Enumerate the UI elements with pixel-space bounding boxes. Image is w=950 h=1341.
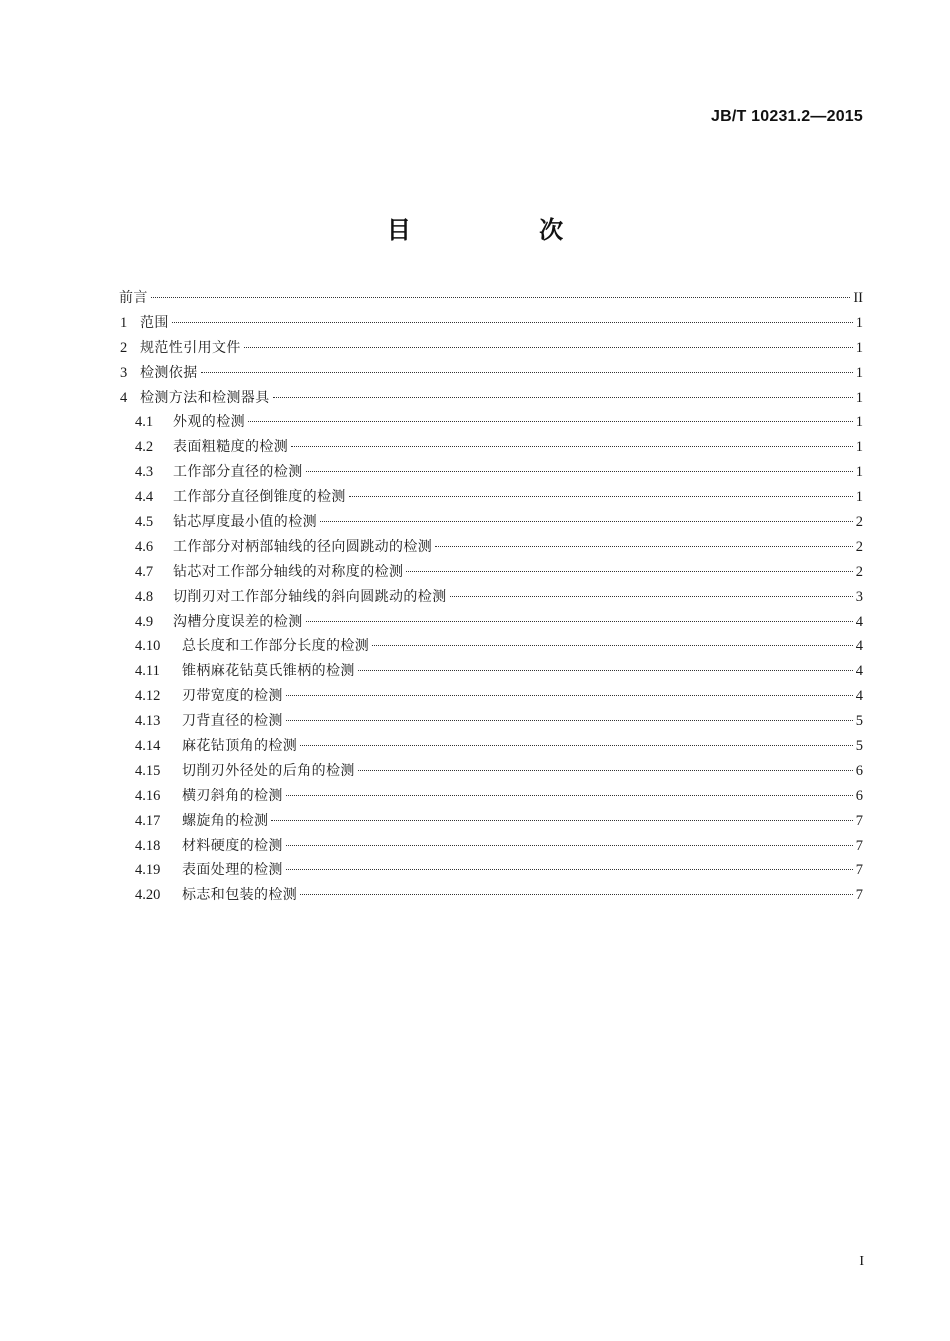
- toc-entry-label: 检测方法和检测器具: [140, 389, 270, 406]
- toc-entry-page: 7: [855, 862, 863, 879]
- toc-entry-label: 工作部分直径的检测: [173, 464, 303, 481]
- toc-entry-label: 钻芯对工作部分轴线的对称度的检测: [173, 563, 404, 580]
- dot-leader: [273, 397, 853, 398]
- document-code: JB/T 10231.2—2015: [711, 108, 863, 125]
- toc-entry-page: 4: [855, 688, 863, 705]
- toc-entry-label: 钻芯厚度最小值的检测: [173, 514, 317, 531]
- toc-entry-page: 2: [855, 514, 863, 531]
- toc-subentry[interactable]: [119, 410, 863, 435]
- toc-entry-label: 外观的检测: [173, 414, 245, 431]
- toc-subentry[interactable]: [119, 883, 863, 908]
- toc-entry-number: 2: [120, 339, 128, 356]
- dot-leader: [286, 695, 853, 696]
- toc-subentry[interactable]: [119, 858, 863, 883]
- toc-entry-page: 7: [855, 887, 863, 904]
- toc-entry-number: 4.8: [135, 588, 154, 605]
- toc-entry-number: 4.14: [135, 738, 161, 755]
- dot-leader: [291, 446, 853, 447]
- toc-subentry[interactable]: [119, 510, 863, 535]
- toc-entry-label: 横刃斜角的检测: [182, 787, 283, 804]
- toc-entry-number: 4.5: [135, 514, 154, 531]
- toc-entry-number: 4.7: [135, 563, 154, 580]
- toc-entry-number: 4.1: [135, 414, 154, 431]
- toc-entry-number: 4.19: [135, 862, 161, 879]
- toc-subentry[interactable]: [119, 734, 863, 759]
- toc-subentry[interactable]: [119, 809, 863, 834]
- toc-entry-number: 4.16: [135, 787, 161, 804]
- dot-leader: [151, 297, 851, 298]
- toc-subentry[interactable]: [119, 535, 863, 560]
- toc-entry-label: 工作部分直径倒锥度的检测: [173, 489, 346, 506]
- toc-entry-page: II: [853, 290, 863, 306]
- toc-entry-page: 6: [855, 762, 863, 779]
- toc-entry-label: 规范性引用文件: [140, 339, 241, 356]
- toc-entry-page: 7: [855, 837, 863, 854]
- dot-leader: [306, 621, 853, 622]
- toc-entry-number: 4.10: [135, 638, 161, 655]
- toc-entry-number: 1: [120, 314, 128, 331]
- toc-subentry[interactable]: [119, 684, 863, 709]
- toc-entry-label: 前言: [119, 290, 148, 306]
- toc-subentry[interactable]: [119, 709, 863, 734]
- toc-entry-label: 锥柄麻花钻莫氏锥柄的检测: [182, 663, 355, 680]
- dot-leader: [358, 770, 853, 771]
- toc-entry-page: 1: [855, 339, 863, 356]
- toc-entry-page: 1: [855, 464, 863, 481]
- dot-leader: [320, 521, 853, 522]
- dot-leader: [271, 820, 852, 821]
- toc-entry-page: 2: [855, 563, 863, 580]
- toc-subentry[interactable]: [119, 435, 863, 460]
- toc-entry-page: 1: [855, 439, 863, 456]
- page-title: 目 次: [386, 216, 624, 244]
- toc-subentry[interactable]: [119, 585, 863, 610]
- toc-entry[interactable]: [119, 311, 863, 336]
- dot-leader: [248, 421, 853, 422]
- toc-subentry[interactable]: [119, 759, 863, 784]
- toc-entry-label: 切削刃外径处的后角的检测: [182, 762, 355, 779]
- toc-entry-page: 1: [855, 414, 863, 431]
- toc-entry-preface[interactable]: [119, 286, 863, 311]
- toc-subentry[interactable]: [119, 560, 863, 585]
- toc-entry-page: 1: [855, 364, 863, 381]
- toc-entry-label: 检测依据: [140, 364, 198, 381]
- toc-entry-page: 6: [855, 787, 863, 804]
- toc-entry-label: 标志和包装的检测: [182, 887, 298, 904]
- dot-leader: [358, 670, 853, 671]
- toc-entry-label: 刃带宽度的检测: [182, 688, 283, 705]
- toc-entry[interactable]: [119, 336, 863, 361]
- toc-entry-number: 4.15: [135, 762, 161, 779]
- table-of-contents: [119, 286, 863, 908]
- dot-leader: [372, 645, 853, 646]
- toc-entry-number: 4.9: [135, 613, 154, 630]
- toc-entry-number: 4.4: [135, 489, 154, 506]
- toc-entry-page: 2: [855, 538, 863, 555]
- dot-leader: [300, 894, 853, 895]
- dot-leader: [286, 845, 853, 846]
- toc-entry-label: 沟槽分度误差的检测: [173, 613, 303, 630]
- toc-entry-label: 工作部分对柄部轴线的径向圆跳动的检测: [173, 538, 433, 555]
- toc-entry-number: 4.13: [135, 713, 161, 730]
- toc-subentry[interactable]: [119, 834, 863, 859]
- toc-entry-page: 1: [855, 489, 863, 506]
- toc-entry-number: 4.20: [135, 887, 161, 904]
- toc-entry[interactable]: [119, 361, 863, 386]
- toc-subentry[interactable]: [119, 460, 863, 485]
- toc-entry-label: 螺旋角的检测: [182, 812, 269, 829]
- toc-entry-page: 3: [855, 588, 863, 605]
- page-number: I: [859, 1254, 864, 1269]
- toc-entry-label: 表面处理的检测: [182, 862, 283, 879]
- toc-entry-label: 麻花钻顶角的检测: [182, 738, 298, 755]
- toc-entry-label: 范围: [140, 314, 169, 331]
- toc-entry-number: 4.3: [135, 464, 154, 481]
- dot-leader: [435, 546, 853, 547]
- dot-leader: [306, 471, 853, 472]
- toc-entry-number: 4.12: [135, 688, 161, 705]
- toc-entry-number: 4.17: [135, 812, 161, 829]
- toc-entry-page: 5: [855, 738, 863, 755]
- toc-entry-page: 1: [855, 314, 863, 331]
- toc-subentry[interactable]: [119, 659, 863, 684]
- toc-entry-page: 4: [855, 613, 863, 630]
- toc-entry-number: 4.2: [135, 439, 154, 456]
- dot-leader: [172, 322, 853, 323]
- toc-entry-label: 刀背直径的检测: [182, 713, 283, 730]
- toc-subentry[interactable]: [119, 784, 863, 809]
- dot-leader: [201, 372, 853, 373]
- toc-subentry[interactable]: [119, 634, 863, 659]
- dot-leader: [450, 596, 853, 597]
- dot-leader: [286, 720, 853, 721]
- toc-entry-number: 4.11: [135, 663, 160, 680]
- toc-entry-label: 表面粗糙度的检测: [173, 439, 289, 456]
- toc-entry-number: 3: [120, 364, 128, 381]
- toc-entry-page: 4: [855, 663, 863, 680]
- toc-subentry[interactable]: [119, 485, 863, 510]
- toc-entry-number: 4: [120, 389, 128, 406]
- toc-entry-label: 切削刃对工作部分轴线的斜向圆跳动的检测: [173, 588, 447, 605]
- toc-entry-number: 4.6: [135, 538, 154, 555]
- dot-leader: [244, 347, 853, 348]
- toc-subentry[interactable]: [119, 610, 863, 635]
- toc-entry-number: 4.18: [135, 837, 161, 854]
- dot-leader: [349, 496, 853, 497]
- toc-entry-page: 5: [855, 713, 863, 730]
- toc-entry[interactable]: [119, 386, 863, 411]
- toc-entry-page: 1: [855, 389, 863, 406]
- dot-leader: [286, 795, 853, 796]
- toc-entry-label: 材料硬度的检测: [182, 837, 283, 854]
- toc-entry-label: 总长度和工作部分长度的检测: [182, 638, 370, 655]
- dot-leader: [300, 745, 853, 746]
- toc-entry-page: 4: [855, 638, 863, 655]
- dot-leader: [286, 869, 853, 870]
- toc-entry-page: 7: [855, 812, 863, 829]
- dot-leader: [406, 571, 852, 572]
